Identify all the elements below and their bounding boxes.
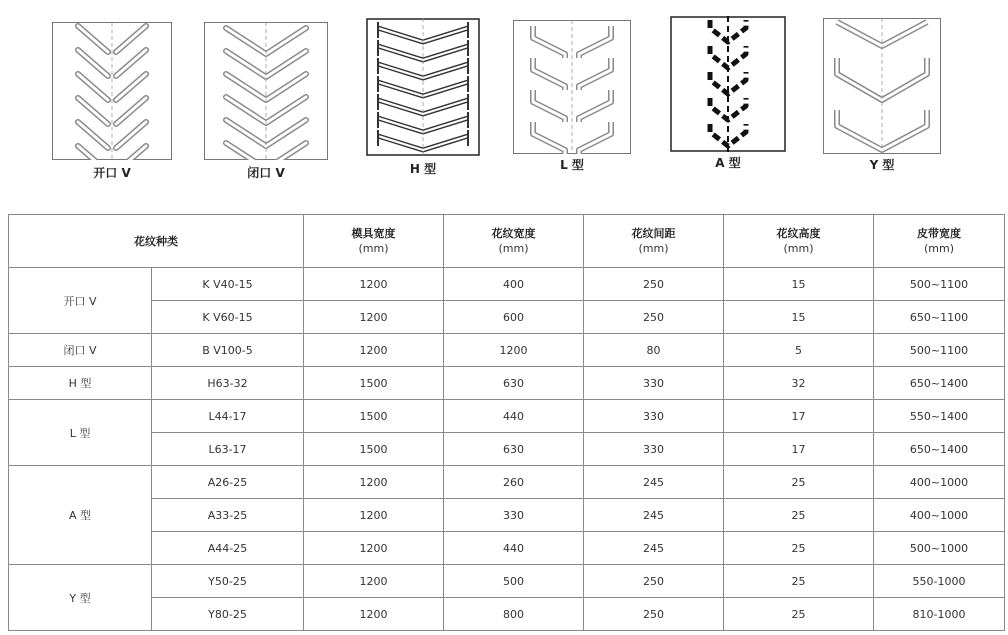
cell-group-name: L 型 — [9, 400, 152, 466]
cell-mold-width: 1500 — [304, 367, 444, 400]
cell-model: A44-25 — [152, 532, 304, 565]
cell-model: A33-25 — [152, 499, 304, 532]
pattern-y-image — [823, 18, 941, 154]
header-pattern-height: 花纹高度 (mm) — [724, 215, 874, 268]
cell-belt-width: 500~1000 — [874, 532, 1005, 565]
cell-model: L44-17 — [152, 400, 304, 433]
cell-pattern-width: 440 — [444, 532, 584, 565]
cell-pattern-spacing: 250 — [584, 565, 724, 598]
cell-group-name: A 型 — [9, 466, 152, 565]
table-row — [9, 466, 1005, 499]
cell-pattern-width: 260 — [444, 466, 584, 499]
table-row — [9, 367, 1005, 400]
cell-pattern-height: 32 — [724, 367, 874, 400]
cell-pattern-height: 5 — [724, 334, 874, 367]
pattern-a-label: A 型 — [715, 156, 741, 170]
table-row — [9, 565, 1005, 598]
cell-pattern-width: 600 — [444, 301, 584, 334]
cell-model: K V40-15 — [152, 268, 304, 301]
cell-mold-width: 1500 — [304, 400, 444, 433]
cell-pattern-width: 400 — [444, 268, 584, 301]
pattern-closed-v-image — [204, 22, 328, 160]
table-row — [9, 433, 1005, 466]
cell-model: Y50-25 — [152, 565, 304, 598]
cell-belt-width: 650~1100 — [874, 301, 1005, 334]
cell-model: K V60-15 — [152, 301, 304, 334]
pattern-l-image — [513, 20, 631, 154]
cell-belt-width: 650~1400 — [874, 433, 1005, 466]
pattern-l-label: L 型 — [560, 158, 584, 172]
cell-model: B V100-5 — [152, 334, 304, 367]
cell-belt-width: 550-1000 — [874, 565, 1005, 598]
cell-pattern-height: 15 — [724, 301, 874, 334]
header-pattern-type: 花纹种类 — [9, 215, 304, 268]
pattern-y-label: Y 型 — [869, 158, 895, 172]
table-row — [9, 400, 1005, 433]
cell-pattern-width: 440 — [444, 400, 584, 433]
cell-pattern-height: 25 — [724, 499, 874, 532]
pattern-open-v-label: 开口 V — [93, 166, 131, 180]
cell-belt-width: 810-1000 — [874, 598, 1005, 631]
cell-belt-width: 650~1400 — [874, 367, 1005, 400]
cell-pattern-height: 17 — [724, 400, 874, 433]
cell-mold-width: 1200 — [304, 268, 444, 301]
table-row — [9, 268, 1005, 301]
cell-model: Y80-25 — [152, 598, 304, 631]
cell-pattern-spacing: 330 — [584, 433, 724, 466]
pattern-a-image — [670, 16, 786, 152]
cell-mold-width: 1500 — [304, 433, 444, 466]
table-row — [9, 598, 1005, 631]
cell-pattern-height: 25 — [724, 565, 874, 598]
cell-mold-width: 1200 — [304, 565, 444, 598]
cell-group-name: 闭口 V — [9, 334, 152, 367]
table-row — [9, 301, 1005, 334]
table-row — [9, 334, 1005, 367]
cell-mold-width: 1200 — [304, 301, 444, 334]
pattern-h-label: H 型 — [409, 162, 437, 176]
cell-belt-width: 500~1100 — [874, 334, 1005, 367]
cell-model: H63-32 — [152, 367, 304, 400]
cell-pattern-width: 330 — [444, 499, 584, 532]
cell-mold-width: 1200 — [304, 334, 444, 367]
cell-belt-width: 400~1000 — [874, 466, 1005, 499]
cell-pattern-height: 25 — [724, 466, 874, 499]
cell-mold-width: 1200 — [304, 466, 444, 499]
cell-pattern-width: 500 — [444, 565, 584, 598]
pattern-closed-v-label: 闭口 V — [247, 166, 285, 180]
cell-mold-width: 1200 — [304, 598, 444, 631]
cell-pattern-spacing: 330 — [584, 400, 724, 433]
cell-mold-width: 1200 — [304, 499, 444, 532]
cell-pattern-height: 15 — [724, 268, 874, 301]
cell-mold-width: 1200 — [304, 532, 444, 565]
table-row — [9, 499, 1005, 532]
cell-pattern-spacing: 245 — [584, 499, 724, 532]
cell-pattern-spacing: 330 — [584, 367, 724, 400]
spec-table — [8, 214, 1005, 631]
cell-group-name: 开口 V — [9, 268, 152, 334]
cell-pattern-spacing: 250 — [584, 301, 724, 334]
header-pattern-spacing: 花纹间距 (mm) — [584, 215, 724, 268]
table-header-row — [9, 215, 1005, 268]
cell-pattern-height: 25 — [724, 532, 874, 565]
cell-pattern-spacing: 80 — [584, 334, 724, 367]
cell-group-name: H 型 — [9, 367, 152, 400]
cell-pattern-width: 630 — [444, 433, 584, 466]
cell-pattern-width: 630 — [444, 367, 584, 400]
cell-pattern-spacing: 245 — [584, 466, 724, 499]
cell-pattern-height: 25 — [724, 598, 874, 631]
pattern-h-image — [366, 18, 480, 156]
cell-model: L63-17 — [152, 433, 304, 466]
cell-belt-width: 550~1400 — [874, 400, 1005, 433]
cell-belt-width: 500~1100 — [874, 268, 1005, 301]
cell-pattern-height: 17 — [724, 433, 874, 466]
cell-pattern-spacing: 250 — [584, 268, 724, 301]
cell-pattern-spacing: 245 — [584, 532, 724, 565]
table-row — [9, 532, 1005, 565]
cell-belt-width: 400~1000 — [874, 499, 1005, 532]
cell-pattern-width: 1200 — [444, 334, 584, 367]
cell-pattern-spacing: 250 — [584, 598, 724, 631]
header-belt-width: 皮带宽度 (mm) — [874, 215, 1005, 268]
header-pattern-width: 花纹宽度 (mm) — [444, 215, 584, 268]
cell-group-name: Y 型 — [9, 565, 152, 631]
cell-model: A26-25 — [152, 466, 304, 499]
pattern-open-v-image — [52, 22, 172, 160]
cell-pattern-width: 800 — [444, 598, 584, 631]
header-mold-width: 模具宽度 (mm) — [304, 215, 444, 268]
